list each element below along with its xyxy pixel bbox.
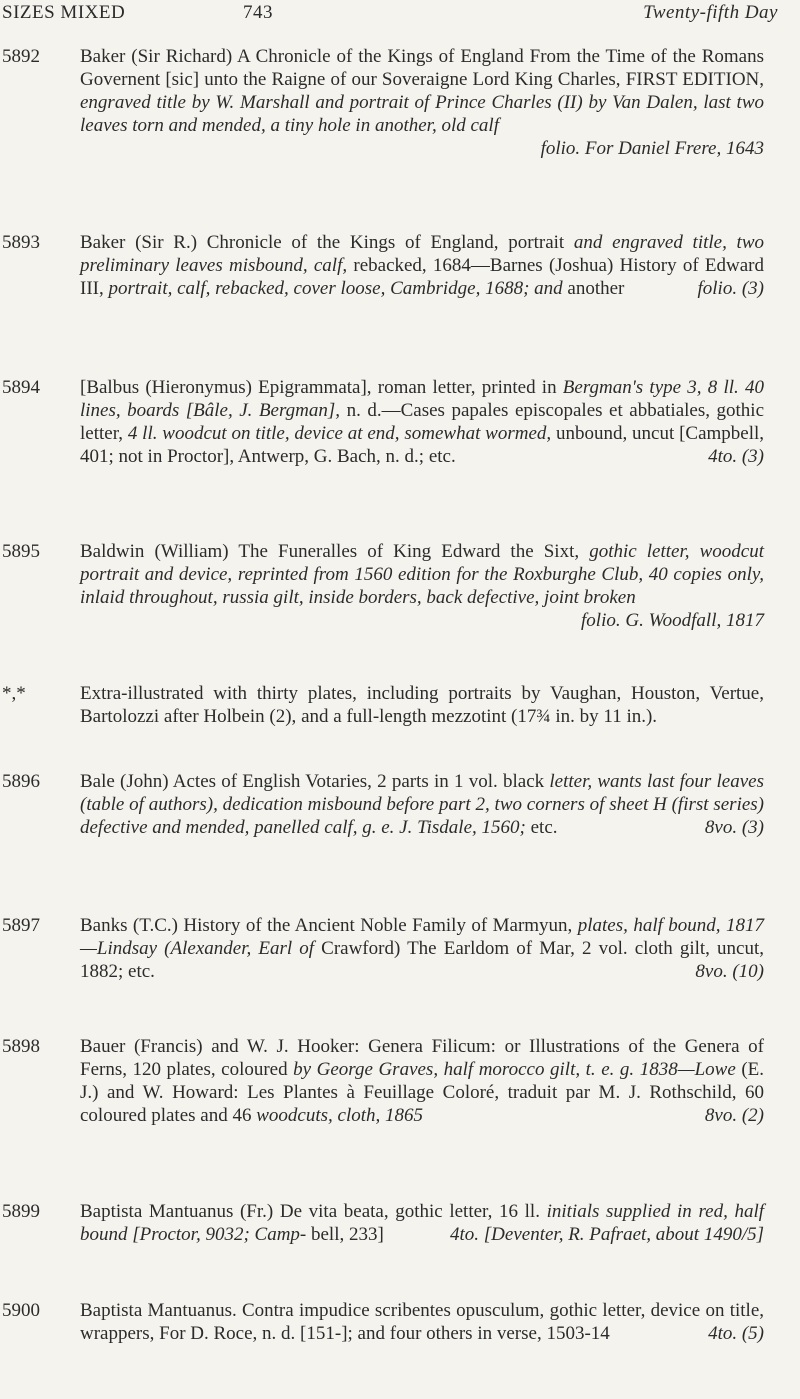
catalog-entries: [0, 45, 800, 1399]
lot-number: 5893: [2, 232, 40, 253]
catalog-entry: [0, 231, 800, 376]
lot-number: 5896: [2, 771, 40, 792]
entry-text: Extra-illustrated with thirty plates, including portraits by Vaughan, Houston, Vertue, Bartolozzi after Holbein (2), and a full-length mezzotint (17¾ in. by 11 in.).: [80, 683, 764, 727]
lot-number: 5892: [2, 46, 40, 67]
entry-text: Baker (Sir R.) Chronicle of the Kings of England, portrait and engraved title, two preliminary leaves misbound, calf, rebacked, 1684—Barnes (Joshua) History of Edward III, portrait, calf, rebacked, cover loose, Cambridge, 1688; and another folio. (3): [80, 232, 764, 299]
catalog-entry: [0, 1299, 800, 1399]
entry-text: Baptista Mantuanus. Contra impudice scribentes opusculum, gothic letter, device on title, wrappers, For D. Roce, n. d. [151-]; and four others in verse, 1503-14 4to. (5): [80, 1300, 764, 1344]
catalog-entry-note: [0, 682, 800, 770]
lot-number: 5897: [2, 915, 40, 936]
header-right: Twenty-fifth Day: [643, 2, 778, 23]
entry-text: Banks (T.C.) History of the Ancient Noble Family of Marmyun, plates, half bound, 1817—Lindsay (Alexander, Earl of Crawford) The Earldom of Mar, 2 vol. cloth gilt, uncut, 1882; etc. 8vo. (10): [80, 915, 764, 982]
lot-number: 5894: [2, 377, 40, 398]
note-marker: *,*: [2, 683, 26, 704]
catalog-entry: [0, 1200, 800, 1299]
catalog-entry: [0, 1035, 800, 1200]
lot-number: 5900: [2, 1300, 40, 1321]
entry-text: Baptista Mantuanus (Fr.) De vita beata, gothic letter, 16 ll. initials supplied in red, half bound [Proctor, 9032; Camp- bell, 233] 4to. [Deventer, R. Pafraet, about 1490/5]: [80, 1201, 765, 1245]
lot-number: 5895: [2, 541, 40, 562]
catalog-entry: [0, 540, 800, 682]
entry-text: Bauer (Francis) and W. J. Hooker: Genera Filicum: or Illustrations of the Genera of Ferns, 120 plates, coloured by George Graves, half morocco gilt, t. e. g. 1838—Lowe (E. J.) and W. Howard: Les Plantes à Feuillage Coloré, traduit par M. J. Rothschild, 60 coloured plates and 46 woodcuts, cloth, 1865 8vo. (2): [80, 1036, 765, 1126]
catalog-entry: [0, 914, 800, 1035]
page-number: 743: [243, 2, 273, 23]
entry-text: Bale (John) Actes of English Votaries, 2 parts in 1 vol. black letter, wants last four leaves (table of authors), dedication misbound before part 2, two corners of sheet H (first series) defective and mended, panelled calf, g. e. J. Tisdale, 1560; etc. 8vo. (3): [80, 771, 765, 838]
catalog-entry: [0, 770, 800, 914]
lot-number: 5898: [2, 1036, 40, 1057]
entry-text: Baker (Sir Richard) A Chronicle of the Kings of England From the Time of the Romans Governent [sic] unto the Raigne of our Soveraigne Lord King Charles, FIRST EDITION, engraved title by W. Marshall and portrait of Prince Charles (II) by Van Dalen, last two leaves torn and mended, a tiny hole in another, old calf folio. For Daniel Frere, 1643: [80, 46, 765, 159]
header-left: SIZES MIXED: [2, 2, 126, 23]
catalog-entry: [0, 376, 800, 540]
entry-text: [Balbus (Hieronymus) Epigrammata], roman letter, printed in Bergman's type 3, 8 ll. 40 lines, boards [Bâle, J. Bergman], n. d.—Cases papales episcopales et abbatiales, gothic letter, 4 ll. woodcut on title, device at end, somewhat wormed, unbound, uncut [Campbell, 401; not in Proctor], Antwerp, G. Bach, n. d.; etc. 4to. (3): [80, 377, 765, 467]
lot-number: 5899: [2, 1201, 40, 1222]
page-header: [0, 2, 800, 36]
entry-text: Baldwin (William) The Funeralles of King Edward the Sixt, gothic letter, woodcut portrait and device, reprinted from 1560 edition for the Roxburghe Club, 40 copies only, inlaid throughout, russia gilt, inside borders, back defective, joint broken folio. G. Woodfall, 1817: [80, 541, 764, 631]
catalog-entry: [0, 45, 800, 231]
